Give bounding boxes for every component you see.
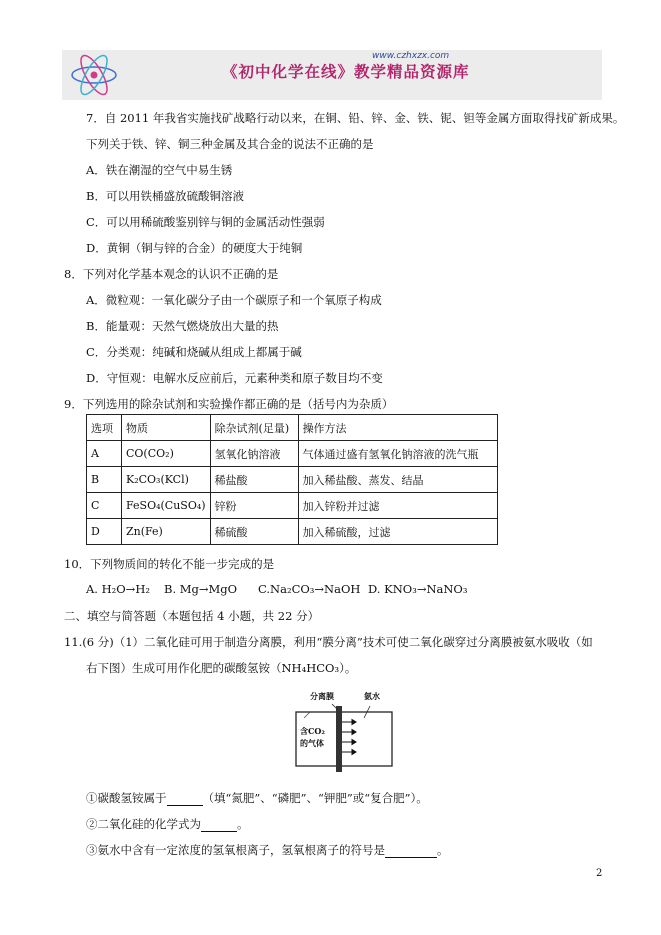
q8-option-d: D．守恒观：电解水反应前后，元素种类和原子数目均不变: [86, 371, 383, 385]
table-cell: B: [87, 467, 122, 493]
q10-option-a: A. H₂O→H₂: [86, 582, 150, 596]
membrane-label: 分离膜: [310, 691, 334, 701]
q8-stem: 8．下列对化学基本观念的认识不正确的是: [64, 267, 279, 281]
table-cell: FeSO₄(CuSO₄): [122, 493, 211, 519]
table-row: [87, 493, 498, 519]
q11-line1: 11.(6 分)（1）二氧化硅可用于制造分离膜，利用“膜分离”技术可使二氧化碳穿过分离膜被氨水吸收（如: [64, 635, 593, 649]
q8-option-b: B．能量观：天然气燃烧放出大量的热: [86, 319, 279, 333]
q9-table: [86, 414, 498, 545]
q10-option-d: D. KNO₃→NaNO₃: [368, 582, 468, 596]
q7-option-c: C．可以用稀硫酸鉴别锌与铜的金属活动性强弱: [86, 215, 325, 229]
table-header-row: [87, 415, 498, 441]
table-cell: CO(CO₂): [122, 441, 211, 467]
page-number: 2: [596, 868, 603, 879]
table-cell: 稀硫酸: [210, 519, 298, 545]
header-cell: 选项: [87, 415, 122, 441]
q9-stem: 9．下列选用的除杂试剂和实验操作都正确的是（括号内为杂质）: [64, 397, 394, 411]
table-row: [87, 519, 498, 545]
q11-sub3: [86, 842, 449, 858]
q11-sub2-prefix: ②二氧化硅的化学式为: [86, 817, 201, 831]
site-url: www.czhxzx.com: [372, 51, 450, 61]
q7-stem-line1: 7．自 2011 年我省实施找矿战略行动以来，在铜、铅、锌、金、铁、铌、钽等金属方面取得找矿新成果。: [86, 111, 625, 125]
q10-option-c: C.Na₂CO₃→NaOH: [258, 582, 361, 596]
q7-option-a: A．铁在潮湿的空气中易生锈: [86, 163, 233, 177]
table-row: [87, 441, 498, 467]
table-row: [87, 467, 498, 493]
q7-stem-line2: 下列关于铁、锌、铜三种金属及其合金的说法不正确的是: [86, 137, 374, 151]
header-cell: 物质: [122, 415, 211, 441]
table-cell: 加入稀盐酸、蒸发、结晶: [298, 467, 497, 493]
ammonia-label: 氨水: [364, 691, 380, 701]
q11-sub2-suffix: 。: [237, 817, 249, 831]
q7-option-b: B．可以用铁桶盛放硫酸铜溶液: [86, 189, 244, 203]
q10-stem: 10．下列物质间的转化不能一步完成的是: [64, 557, 275, 571]
table-cell: D: [87, 519, 122, 545]
answer-blank-1[interactable]: [167, 794, 203, 806]
table-cell: C: [87, 493, 122, 519]
q11-sub1-prefix: ①碳酸氢铵属于: [86, 791, 167, 805]
table-cell: 加入锌粉并过滤: [298, 493, 497, 519]
answer-blank-2[interactable]: [201, 820, 237, 832]
table-cell: 稀盐酸: [210, 467, 298, 493]
section-heading: 二、填空与简答题（本题包括 4 小题，共 22 分）: [64, 609, 320, 623]
banner-title: 《初中化学在线》教学精品资源库: [222, 63, 470, 81]
table-cell: A: [87, 441, 122, 467]
table-cell: Zn(Fe): [122, 519, 211, 545]
q11-sub3-suffix: 。: [437, 843, 449, 857]
membrane-figure: [290, 690, 400, 776]
table-cell: 氢氧化钠溶液: [210, 441, 298, 467]
q11-sub3-prefix: ③氨水中含有一定浓度的氢氧根离子，氢氧根离子的符号是: [86, 843, 385, 857]
q11-sub1-suffix: （填“氮肥”、“磷肥”、“钾肥”或“复合肥”）。: [202, 791, 428, 805]
q11-sub2: [86, 816, 249, 832]
table-cell: 气体通过盛有氢氧化钠溶液的洗气瓶: [298, 441, 497, 467]
table-cell: 加入稀硫酸，过滤: [298, 519, 497, 545]
header-banner: [62, 50, 602, 100]
header-cell: 操作方法: [298, 415, 497, 441]
q11-line2: 右下图）生成可用作化肥的碳酸氢铵（NH₄HCO₃）。: [86, 661, 357, 675]
q7-option-d: D．黄铜（铜与锌的合金）的硬度大于纯铜: [86, 241, 303, 255]
gas-label-line1: 含CO₂: [300, 726, 325, 736]
q8-option-a: A．微粒观：一氧化碳分子由一个碳原子和一个氧原子构成: [86, 293, 382, 307]
q8-option-c: C．分类观：纯碱和烧碱从组成上都属于碱: [86, 345, 302, 359]
table-cell: 锌粉: [210, 493, 298, 519]
gas-label-line2: 的气体: [300, 738, 324, 748]
q11-sub1: [86, 790, 428, 806]
q10-option-b: B. Mg→MgO: [164, 582, 238, 596]
atom-logo-icon: [68, 54, 120, 96]
header-cell: 除杂试剂(足量): [210, 415, 298, 441]
answer-blank-3[interactable]: [385, 846, 437, 858]
table-cell: K₂CO₃(KCl): [122, 467, 211, 493]
